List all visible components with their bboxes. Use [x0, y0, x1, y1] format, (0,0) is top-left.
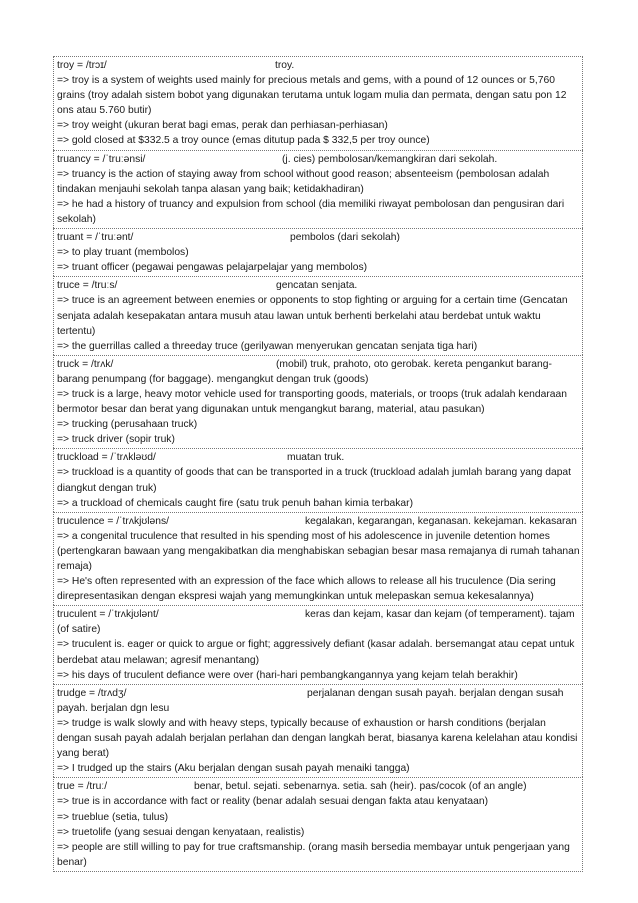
example-line: => truce is an agreement between enemies or opponents to stop fighting or arguing for a certain time (Gencatan senjata adalah kesepakatan antara musuh atau lawan untuk berhenti berkelahi atau berdebat untuk waktu tertentu) [57, 295, 568, 337]
example-line: => truant officer (pegawai pengawas pelajarpelajar yang membolos) [57, 262, 368, 274]
entry-term: trudge = /trʌdʒ/ [57, 687, 127, 699]
dictionary-document [53, 56, 583, 872]
example-line: => a truckload of chemicals caught fire (satu truk penuh bahan kimia terbakar) [57, 497, 414, 509]
example-line: => truetolife (yang sesuai dengan kenyataan, realistis) [57, 826, 305, 838]
dictionary-entry [53, 684, 583, 778]
dictionary-entry [53, 355, 583, 449]
entry-term: truculent = /ˈtrʌkjʊlənt/ [57, 609, 159, 621]
example-line: => He's often represented with an expression of the face which allows to release all his truculence (Dia sering direpresentasikan dengan ekspresi wajah yang memungkinkan untuk melepaskan semua kekesalannya) [57, 576, 556, 603]
entry-term: truckload = /ˈtrʌkləʊd/ [57, 452, 156, 464]
example-line: => troy is a system of weights used mainly for precious metals and gems, with a pound of 12 ounces or 5,760 grains (troy adalah sistem bobot yang digunakan terutama untuk logam mulia dan permata, dengan satu pon 12 ons atau 5.760 butir) [57, 75, 567, 117]
entry-term: truck = /trʌk/ [57, 358, 114, 370]
example-line: => truck driver (sopir truk) [57, 434, 175, 446]
entry-definition: benar, betul. sejati. sebenarnya. setia. sah (heir). pas/cocok (of an angle) [194, 781, 527, 793]
entry-header [57, 779, 580, 794]
example-line: => I trudged up the stairs (Aku berjalan dengan susah payah menaiki tangga) [57, 763, 410, 775]
entry-definition: (mobil) truk, prahoto, oto gerobak. kereta pengankut barang-barang penumpang (for baggage). mengangkut dengan truk (goods) [57, 358, 552, 385]
entry-header [57, 686, 580, 716]
example-line: => truancy is the action of staying away from school without good reason; absenteeism (pembolosan adalah tindakan menjauhi sekolah tanpa alasan yang baik; ketidakhadiran) [57, 168, 550, 195]
entry-header [57, 278, 580, 293]
entry-definition: keras dan kejam, kasar dan kejam (of temperament). tajam (of satire) [57, 609, 575, 636]
example-line: => people are still willing to pay for true craftsmanship. (orang masih bersedia membayar untuk pengerjaan yang benar) [57, 841, 570, 868]
example-line: => the guerrillas called a threeday truce (gerilyawan menyerukan gencatan senjata tiga hari) [57, 340, 478, 352]
example-line: => to play truant (membolos) [57, 247, 189, 259]
entry-header [57, 58, 580, 73]
entry-definition: pembolos (dari sekolah) [290, 232, 400, 244]
example-line: => gold closed at $332.5 a troy ounce (emas ditutup pada $ 332,5 per troy ounce) [57, 135, 430, 147]
entry-definition: muatan truk. [287, 452, 345, 464]
entry-term: truce = /truːs/ [57, 280, 118, 292]
example-line: => his days of truculent defiance were over (hari-hari pembangkangannya yang kejam telah berakhir) [57, 669, 518, 681]
entry-definition: troy. [275, 60, 295, 71]
example-line: => trudge is walk slowly and with heavy steps, typically because of exhaustion or harsh conditions (berjalan dengan susah payah adalah berjalan perlahan dan dengan langkah berat, biasanya karena kelelahan atau kondisi yang berat) [57, 717, 578, 760]
entry-header [57, 450, 580, 465]
dictionary-entry [53, 228, 583, 276]
entry-definition: kegalakan, kegarangan, keganasan. kekejaman. kekasaran [305, 515, 577, 527]
entry-term: truculence = /ˈtrʌkjʊləns/ [57, 515, 170, 527]
dictionary-entry [53, 56, 583, 150]
entry-definition: (j. cies) pembolosan/kemangkiran dari sekolah. [282, 153, 498, 165]
example-line: => troy weight (ukuran berat bagi emas, perak dan perhiasan-perhiasan) [57, 120, 388, 132]
entry-definition: perjalanan dengan susah payah. berjalan dengan susah payah. berjalan dgn lesu [57, 687, 564, 714]
example-line: => a congenital truculence that resulted in his spending most of his adolescence in juvenile detention homes (pertengkaran bawaan yang mengakibatkan dia menghabiskan sebagian besar masa remajanya di rumah tahanan remaja) [57, 530, 580, 572]
entry-header [57, 514, 580, 529]
entry-header [57, 607, 580, 637]
entry-term: truant = /ˈtruːənt/ [57, 232, 134, 244]
example-line: => he had a history of truancy and expulsion from school (dia memiliki riwayat pembolosan dan pengusiran dari sekolah) [57, 198, 565, 225]
entry-header [57, 230, 580, 245]
dictionary-entry [53, 150, 583, 228]
entry-term: truancy = /ˈtruːənsi/ [57, 153, 146, 165]
example-line: => truckload is a quantity of goods that can be transported in a truck (truckload adalah jumlah barang yang dapat diangkut dengan truk) [57, 467, 572, 494]
entry-header [57, 152, 580, 167]
entry-term: true = /truː/ [57, 781, 108, 793]
dictionary-entry [53, 276, 583, 354]
entry-term: troy = /trɔɪ/ [57, 60, 107, 71]
dictionary-entry [53, 448, 583, 511]
example-line: => truck is a large, heavy motor vehicle used for transporting goods, materials, or troops (truk adalah kendaraan bermotor besar dan berat yang digunakan untuk mengangkut barang, material, atau pasukan) [57, 388, 567, 416]
entry-definition: gencatan senjata. [276, 280, 358, 292]
dictionary-entry [53, 605, 583, 683]
example-line: => true is in accordance with fact or reality (benar adalah sesuai dengan fakta atau kenyataan) [57, 796, 489, 808]
example-line: => truculent is. eager or quick to argue or fight; aggressively defiant (kasar adalah. bersemangat atau cepat untuk berdebat atau melawan; agresif menantang) [57, 639, 575, 666]
dictionary-entry [53, 777, 583, 872]
entry-header [57, 357, 580, 387]
dictionary-entry [53, 512, 583, 606]
example-line: => trucking (perusahaan truck) [57, 419, 198, 431]
example-line: => trueblue (setia, tulus) [57, 811, 169, 823]
